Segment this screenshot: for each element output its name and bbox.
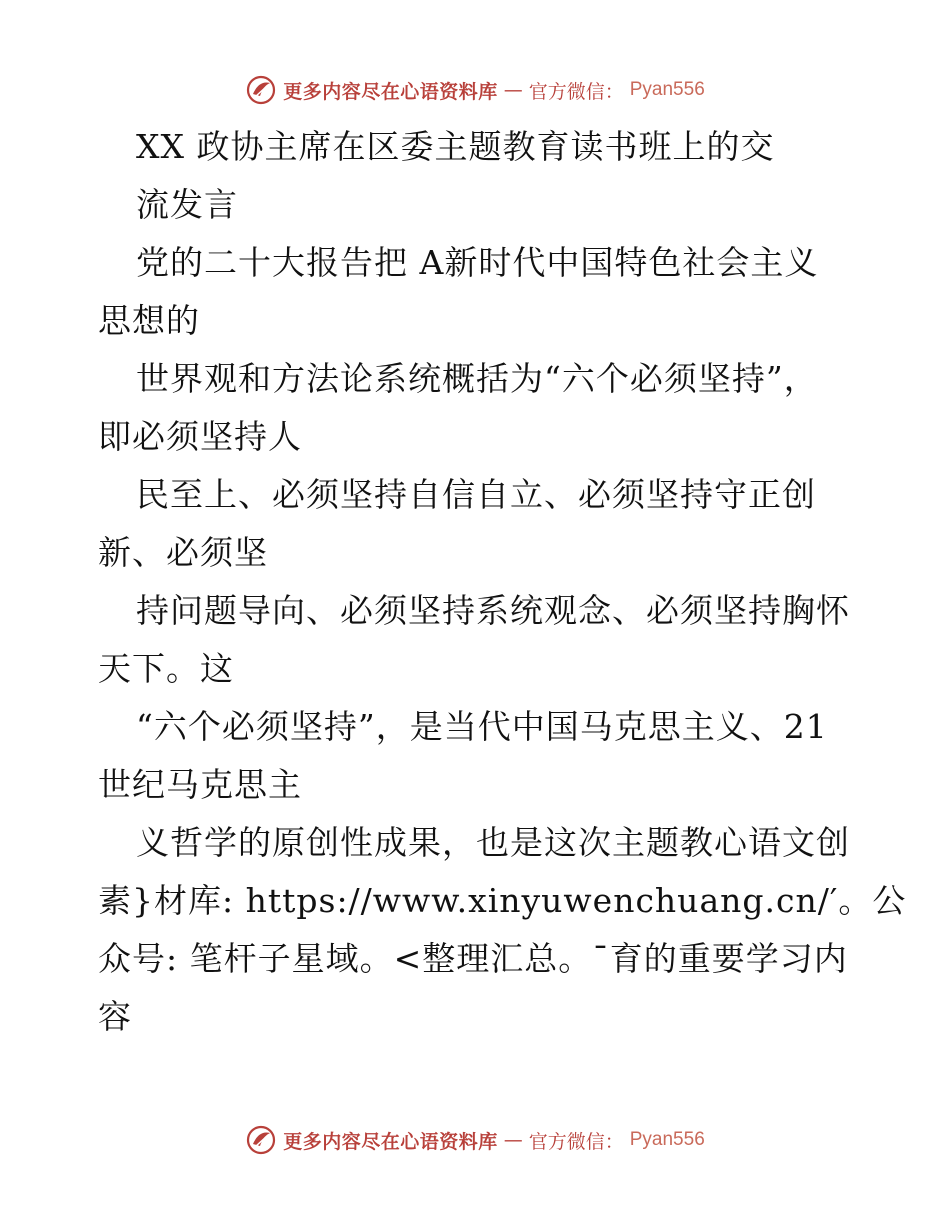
paragraph-line: 思想的 (98, 301, 200, 340)
document-body (98, 118, 907, 1046)
paragraph-line: 党的二十大报告把 A新时代中国特色社会主义 (136, 243, 819, 282)
paragraph-line: 即必须坚持人 (98, 417, 302, 456)
paragraph-line: 天下。这 (98, 649, 234, 688)
header-wechat-label: 官方微信： (528, 80, 624, 103)
paragraph-line: 素}材库: https://www.xinyuwenchuang.cn/′。公 (98, 881, 907, 920)
header-wechat-id: Pyan556 (629, 79, 705, 100)
paragraph-line: 新、必须坚 (98, 533, 268, 572)
header-separator: — (503, 79, 523, 101)
paragraph-line: 持问题导向、必须坚持系统观念、必须坚持胸怀 (136, 591, 850, 630)
footer-separator: — (503, 1129, 523, 1151)
header-brand-text: 更多内容尽在心语资料库 (283, 80, 498, 103)
title-line-1: XX 政协主席在区委主题教育读书班上的交 (136, 127, 775, 166)
paragraph-line: 民至上、必须坚持自信自立、必须坚持守正创 (136, 475, 816, 514)
brand-logo-icon (245, 74, 277, 106)
paragraph-line: 世纪马克思主 (98, 765, 302, 804)
footer-brand-text: 更多内容尽在心语资料库 (283, 1130, 498, 1153)
brand-logo-icon (245, 1124, 277, 1156)
footer-watermark-banner (0, 1120, 950, 1160)
paragraph-line: 容 (98, 997, 132, 1036)
title-line-2: 流发言 (136, 185, 238, 224)
footer-wechat-label: 官方微信： (528, 1130, 624, 1153)
footer-wechat-id: Pyan556 (629, 1129, 705, 1150)
paragraph-line: 众号: 笔杆子星域。<整理汇总。¯育的重要学习内 (98, 939, 848, 978)
paragraph-line: “六个必须坚持”，是当代中国马克思主义、21 (136, 707, 828, 746)
paragraph-line: 义哲学的原创性成果，也是这次主题教心语文创 (136, 823, 850, 862)
header-watermark-banner (0, 70, 950, 110)
paragraph-line: 世界观和方法论系统概括为“六个必须坚持”， (136, 359, 818, 398)
